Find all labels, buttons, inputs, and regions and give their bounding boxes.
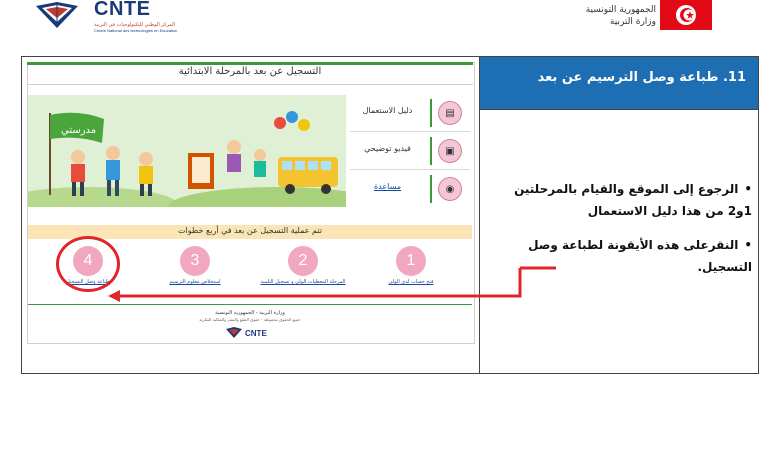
illustration-flag-text: مدرستي (61, 125, 97, 136)
step-1-label[interactable]: فتح حساب لدى الولي (388, 279, 434, 285)
video-icon: ▣ (438, 139, 462, 163)
step-3-label[interactable]: استخلاص معلوم الترسيم (169, 279, 221, 285)
screenshot-page-title: التسجيل عن بعد بالمرحلة الابتدائية (178, 66, 322, 77)
menu-item-label: دليل الاستعمال (362, 106, 413, 115)
step-4-label[interactable]: طباعة وصل التسجيل (66, 279, 110, 285)
cnte-logo-text: CNTE (94, 0, 151, 20)
ministry-line1: الجمهورية التونسية (585, 5, 656, 15)
document-icon: ▤ (438, 101, 462, 125)
step-3-button[interactable]: 3 (180, 246, 210, 276)
step-4-button[interactable]: 4 (73, 246, 103, 276)
instruction-bullet-1: • الرجوع إلى الموقع والقيام بالمرحلتين 1و2 من هذا دليل الاستعمال (502, 178, 752, 222)
step-2-button[interactable]: 2 (288, 246, 318, 276)
footer-ministry: وزارة التربية - الجمهورية التونسية (215, 310, 285, 316)
menu-item-label: فيديو توضيحي (364, 144, 411, 153)
steps-title: تتم عملية التسجيل عن بعد في أربع خطوات (178, 226, 322, 235)
cnte-logo-subtitle-ar: المركز الوطني للتكنولوجيات في التربية (94, 22, 176, 28)
menu-item-label: مساعدة (373, 182, 402, 191)
ministry-line2: وزارة التربية (609, 17, 656, 27)
instruction-title: 11. طباعة وصل الترسيم عن بعد (537, 70, 746, 85)
step-1-button[interactable]: 1 (396, 246, 426, 276)
step-2-label[interactable]: المرحلة المعطيات الولي و تسجيل التلميذ (260, 279, 346, 285)
instruction-bullet-2: • النقرعلى هذه الأيقونة لطباعة وصل التسجيل. (502, 234, 752, 278)
cnte-logo-subtitle-fr: Centre National des technologies en Education (94, 28, 178, 33)
footer-copyright: جميع الحقوق محفوظة - حقوق الطبع والنشر والملكية الفكرية (199, 317, 301, 322)
help-icon: ◉ (438, 177, 462, 201)
footer-logo-text: CNTE (245, 329, 267, 338)
